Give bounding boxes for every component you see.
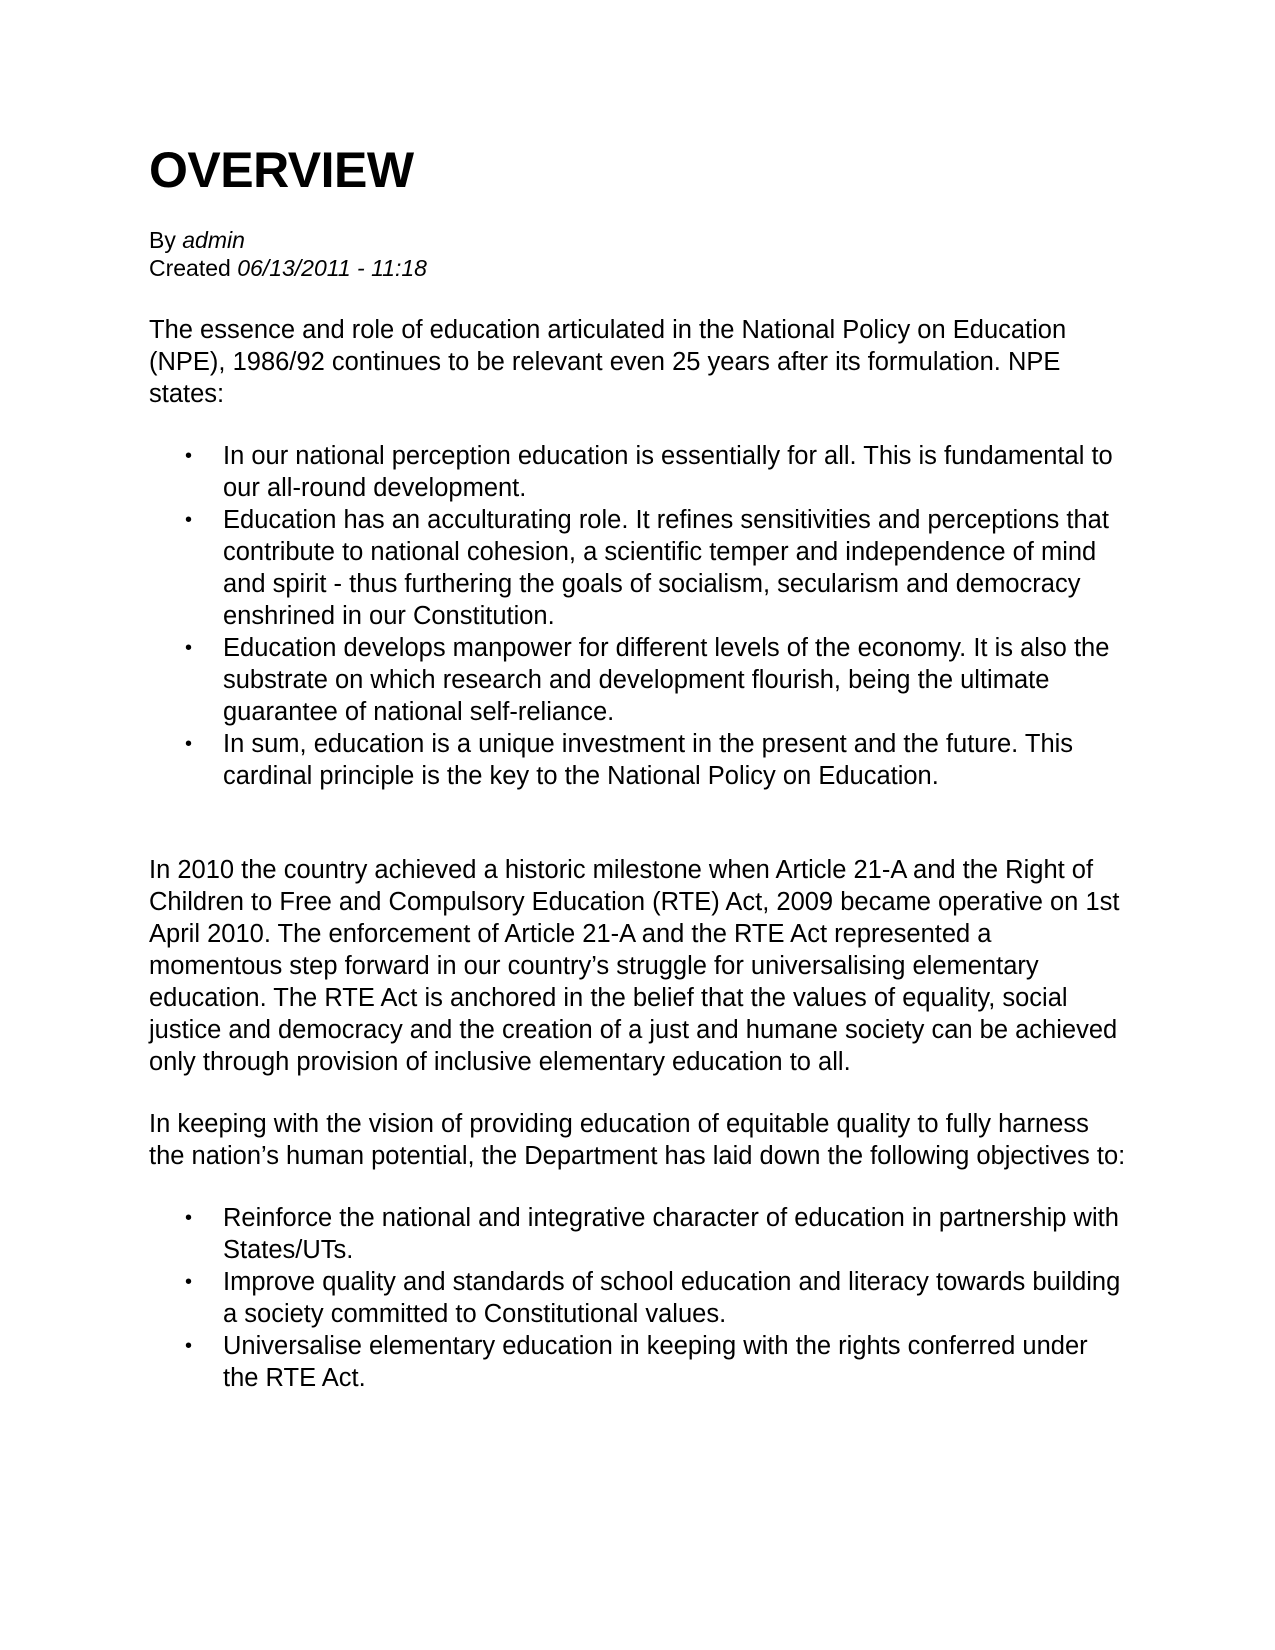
- rte-paragraph: In 2010 the country achieved a historic milestone when Article 21-A and the Right of Children to Free and Compulsory Education (RTE) Act, 2009 became operative on 1st April 2010. The enforcement of Article 21-A and the RTE Act represented a momentous step forward in our country’s struggle for universalising elementary education. The RTE Act is anchored in the belief that the values of equality, social justice and democracy and the creation of a just and humane society can be achieved only through provision of inclusive elementary education to all.: [149, 856, 1120, 1076]
- list-item: [149, 728, 1129, 792]
- list-item-text: Education develops manpower for different levels of the economy. It is also the substrate on which research and development flourish, being the ultimate guarantee of national self-reliance.: [223, 634, 1110, 726]
- bullet-icon: •: [185, 1335, 193, 1357]
- created-line: [149, 254, 1129, 282]
- bullet-icon: •: [185, 1271, 193, 1293]
- list-item: [149, 504, 1129, 632]
- list-item: [149, 632, 1129, 728]
- bullet-icon: •: [185, 733, 193, 755]
- list-item: [149, 1266, 1129, 1330]
- created-date: 06/13/2011 - 11:18: [237, 255, 427, 281]
- list-item: [149, 1202, 1129, 1266]
- list-item: [149, 1330, 1129, 1394]
- list-item: [149, 440, 1129, 504]
- vision-paragraph: In keeping with the vision of providing education of equitable quality to fully harness the nation’s human potential, the Department has laid down the following objectives to:: [149, 1110, 1126, 1170]
- objectives-list: [149, 1202, 1129, 1394]
- bullet-icon: •: [185, 637, 193, 659]
- intro-paragraph: The essence and role of education articulated in the National Policy on Education (NPE), 1986/92 continues to be relevant even 25 years after its formulation. NPE states:: [149, 316, 1067, 408]
- author-name: admin: [182, 227, 245, 253]
- document-page: [149, 140, 1129, 1394]
- bullet-icon: •: [185, 1207, 193, 1229]
- list-item-text: Universalise elementary education in keeping with the rights conferred under the RTE Act.: [223, 1332, 1088, 1392]
- npe-points-list: [149, 440, 1129, 792]
- list-item-text: In our national perception education is essentially for all. This is fundamental to our all-round development.: [223, 442, 1113, 502]
- bullet-icon: •: [185, 509, 193, 531]
- created-label: Created: [149, 255, 231, 281]
- bullet-icon: •: [185, 445, 193, 467]
- list-item-text: Education has an acculturating role. It refines sensitivities and perceptions that contribute to national cohesion, a scientific temper and independence of mind and spirit - thus furthering the goals of socialism, secularism and democracy enshrined in our Constitution.: [223, 506, 1109, 630]
- author-line: [149, 226, 1129, 254]
- list-item-text: In sum, education is a unique investment in the present and the future. This cardinal principle is the key to the National Policy on Education.: [223, 730, 1074, 790]
- by-label: By: [149, 227, 176, 253]
- list-item-text: Reinforce the national and integrative character of education in partnership with States/UTs.: [223, 1204, 1119, 1264]
- list-item-text: Improve quality and standards of school education and literacy towards building a society committed to Constitutional values.: [223, 1268, 1121, 1328]
- page-title: OVERVIEW: [149, 142, 414, 198]
